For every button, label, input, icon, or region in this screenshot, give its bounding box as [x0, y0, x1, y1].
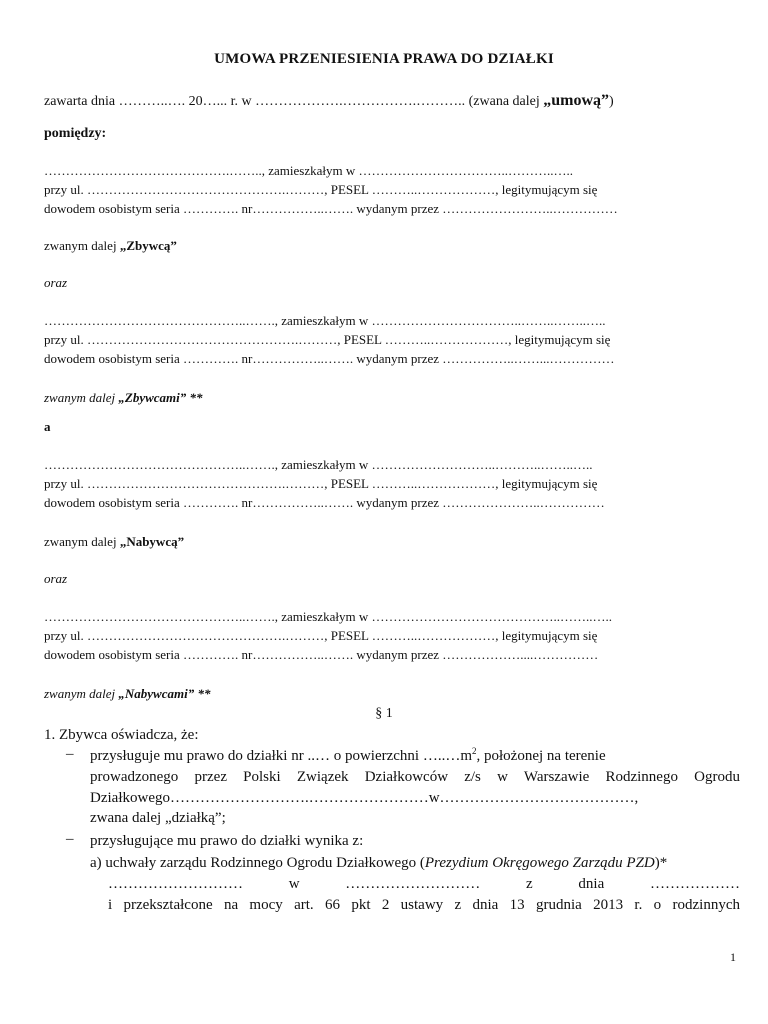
party-1-line-2: przy ul. ……………………………………….………, PESEL ………..………………, legitymującym się — [44, 182, 598, 197]
party-3-line-3: dowodem osobistym seria …………. nr……………..……. wydanym przez …………………..…………… — [44, 495, 605, 510]
party-1-line-1: …………………………………….…….., zamieszkałym w ……………………………..………..….. — [44, 163, 573, 178]
party-1-called-prefix: zwanym dalej — [44, 238, 120, 253]
party-3-called — [44, 534, 184, 550]
party-3-line-2: przy ul. ……………………………………….………, PESEL ………..………………, legitymującym się — [44, 476, 598, 491]
section-heading: § 1 — [375, 706, 393, 721]
party-4-line-1: ………………………………………..……., zamieszkałym w ……………………………………..……..….. — [44, 609, 612, 624]
bullet-1-text-b: , położonej na terenie — [476, 748, 606, 764]
party-4-called — [44, 686, 210, 702]
item-a-line-3: i przekształcone na mocy art. 66 pkt 2 ustawy z dnia 13 grudnia 2013 r. o rodzinnych — [108, 897, 740, 913]
party-2-called-name: „Zbywcami” ** — [118, 390, 203, 405]
connector-1: oraz — [44, 275, 68, 290]
party-2-called-prefix: zwanym dalej — [44, 390, 119, 405]
party-4-called-name: „Nabywcami” ** — [118, 686, 211, 701]
party-2-line-1: ………………………………………..……., zamieszkałym w ……………………………..……..……..….. — [44, 313, 606, 328]
bullet-1-line-4: zwana dalej „działką”; — [90, 810, 226, 826]
party-3-line-1: ………………………………………..……., zamieszkałym w ………………………..………..……..….. — [44, 457, 593, 472]
point-1: 1. Zbywca oświadcza, że: — [44, 727, 199, 743]
bullet-2-line-1: przysługujące mu prawo do działki wynika z: — [90, 833, 364, 849]
party-1-called — [44, 238, 177, 254]
party-3-called-prefix: zwanym dalej — [44, 534, 120, 549]
party-1-line-3: dowodem osobistym seria …………. nr……………..……. wydanym przez ……………………..…………… — [44, 201, 618, 216]
intro-text: zawarta dnia ………..…. 20…... r. w ……………….…………….……….. (zwana dalej — [44, 94, 544, 109]
connector-2: a — [44, 419, 51, 434]
superscript-2: 2 — [472, 746, 477, 756]
page-number: 1 — [730, 950, 736, 964]
party-4-line-3: dowodem osobistym seria …………. nr……………..……. wydanym przez ………………....…………… — [44, 647, 599, 662]
intro-bold: „umową” — [543, 92, 610, 109]
item-a-line-2: ……………………… w ……………………… z dnia ……………… — [108, 876, 740, 892]
item-a-text-start: a) uchwały zarządu Rodzinnego Ogrodu Działkowego ( — [90, 855, 425, 871]
intro-line — [44, 92, 614, 111]
party-4-called-prefix: zwanym dalej — [44, 686, 119, 701]
item-a-text-end: )* — [654, 855, 668, 871]
party-2-called — [44, 390, 203, 406]
party-2-line-3: dowodem osobistym seria …………. nr……………..……. wydanym przez ……………..……...…………… — [44, 351, 615, 366]
item-a-text-italic: Prezydium Okręgowego Zarządu PZD — [424, 855, 655, 871]
intro-end: ) — [609, 94, 614, 109]
bullet-1-dash: – — [66, 746, 74, 762]
bullet-1-line-3: Działkowego……………………….……………………w…………………………………, — [90, 790, 639, 806]
bullet-1-line-2: prowadzonego przez Polski Związek Działkowców z/s w Warszawie Rodzinnego Ogrodu — [90, 769, 740, 785]
party-1-called-name: „Zbywcą” — [119, 238, 177, 253]
connector-3: oraz — [44, 571, 68, 586]
item-a-line-1 — [90, 853, 667, 873]
bullet-2-dash: – — [66, 831, 74, 847]
bullet-1-text-a: przysługuje mu prawo do działki nr ..… o powierzchni …..…m — [90, 748, 473, 764]
document-title: UMOWA PRZENIESIENIA PRAWA DO DZIAŁKI — [214, 51, 554, 67]
bullet-1-line-1 — [90, 746, 740, 766]
between-label: pomiędzy: — [44, 126, 107, 141]
party-2-line-2: przy ul. ………………………………………….………, PESEL ………..………………, legitymującym się — [44, 332, 611, 347]
party-4-line-2: przy ul. ……………………………………….………, PESEL ………..………………, legitymującym się — [44, 628, 598, 643]
party-3-called-name: „Nabywcą” — [119, 534, 185, 549]
